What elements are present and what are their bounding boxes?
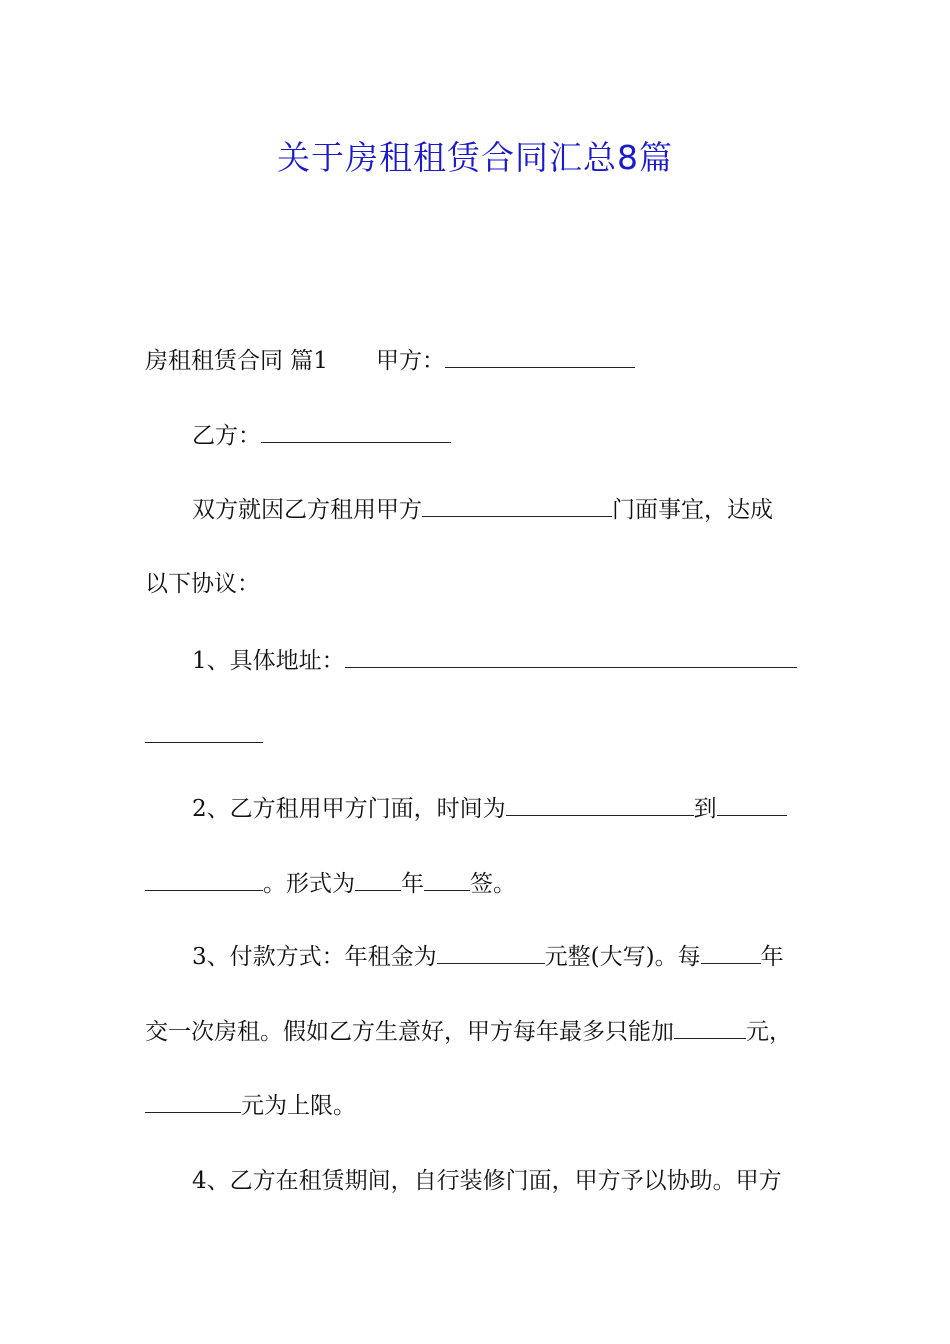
- agreement-intro-text: 双方就因乙方租用甲方: [192, 497, 422, 523]
- party-b-blank: [261, 420, 451, 443]
- clause-4-line: [145, 1165, 857, 1197]
- contract-heading-line: [145, 345, 810, 377]
- end-date-blank-cont: [145, 868, 263, 891]
- party-b-line: [145, 420, 857, 452]
- party-a-label: 甲方：: [375, 348, 445, 374]
- address-blank-cont: [145, 720, 263, 743]
- clause-2-cont: [145, 868, 810, 900]
- clause-1-cont: [145, 720, 810, 752]
- clause-2-form-text: 。形式为: [263, 871, 355, 897]
- clause-2-sign-text: 签。: [470, 871, 516, 897]
- end-date-blank: [717, 793, 787, 816]
- clause-1-line: [145, 645, 857, 677]
- document-title: 关于房租租赁合同汇总8篇: [277, 138, 673, 177]
- clause-2-text: 2、乙方租用甲方门面，时间为: [192, 796, 506, 822]
- increase-amount-blank: [674, 1016, 746, 1039]
- agreement-intro-text-end: 门面事宜，达成: [612, 497, 773, 523]
- address-blank: [345, 645, 797, 668]
- signing-blank: [424, 868, 470, 891]
- clause-3-limit-text: 元为上限。: [241, 1093, 356, 1119]
- clause-3-cont: [145, 1016, 810, 1048]
- payment-interval-blank: [701, 941, 761, 964]
- term-years-blank: [355, 868, 401, 891]
- clause-2-year-text: 年: [401, 871, 424, 897]
- clause-3-cont-text: 交一次房租。假如乙方生意好，甲方每年最多只能加: [145, 1019, 674, 1045]
- clause-3-year-text: 年: [760, 944, 784, 970]
- storefront-blank: [422, 494, 612, 517]
- agreement-intro-cont: [145, 568, 810, 600]
- party-b-label: 乙方：: [192, 423, 261, 449]
- clause-3-text: 3、付款方式：年租金为: [192, 944, 437, 970]
- party-a-blank: [445, 345, 635, 368]
- clause-2-to: 到: [693, 796, 717, 822]
- clause-4-text: 4、乙方在租赁期间，自行装修门面，甲方予以协助。甲方: [192, 1168, 782, 1194]
- limit-amount-blank: [145, 1090, 241, 1113]
- contract-section-label: 房租租赁合同 篇1: [145, 348, 328, 374]
- agreement-intro-cont-text: 以下协议：: [145, 571, 260, 597]
- annual-rent-blank: [437, 941, 545, 964]
- clause-2-line: [145, 793, 857, 825]
- agreement-intro-line: [145, 494, 857, 526]
- clause-3-yuan-text: 元，: [746, 1019, 792, 1045]
- clause-3-line: [145, 941, 857, 973]
- start-date-blank: [506, 793, 694, 816]
- clause-1-address-label: 1、具体地址：: [192, 648, 345, 674]
- clause-3-amount-text: 元整(大写)。每: [544, 944, 701, 970]
- clause-3-limit: [145, 1090, 810, 1122]
